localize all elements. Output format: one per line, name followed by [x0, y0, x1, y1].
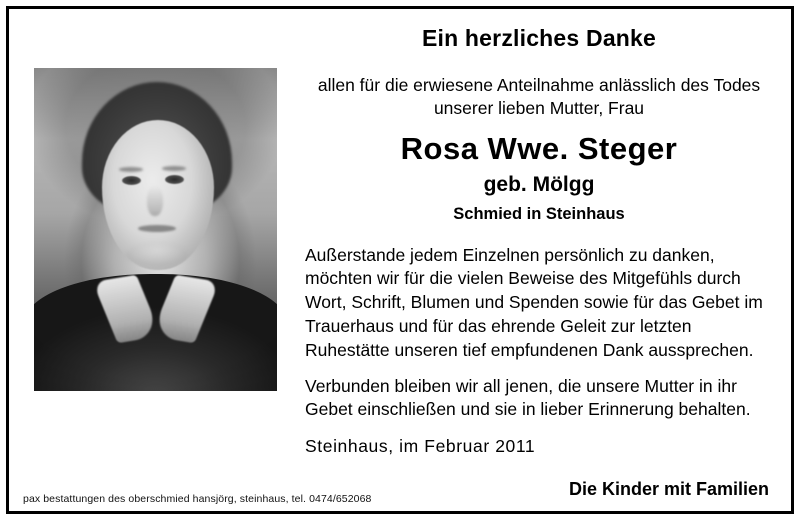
maiden-name: geb. Mölgg	[483, 172, 595, 196]
portrait-image	[34, 68, 277, 391]
signoff: Die Kinder mit Familien	[568, 479, 769, 500]
deceased-name: Rosa Wwe. Steger	[400, 130, 678, 166]
portrait-photo	[34, 68, 277, 391]
intro-text: allen für die erwiesene Anteilnahme anlässlich des Todes unserer lieben Mutter, Frau	[317, 75, 761, 119]
thanks-paragraph-1: Außerstande jedem Einzelnen persönlich zu danken, möchten wir für die vielen Beweise des Mitgefühls durch Wort, Schrift, Blumen und Spenden sowie für das Gebet im Trauerhaus und für das ehrende Geleit zur letzten Ruhestätte unseren tief empfundenen Dank aussprechen.	[305, 244, 763, 360]
portrait-vignette	[34, 68, 277, 391]
card-content	[9, 9, 791, 511]
thanks-paragraph-2: Verbunden bleiben wir all jenen, die unsere Mutter in ihr Gebet einschließen und sie in lieber Erinnerung behalten.	[305, 375, 751, 420]
house-name: Schmied in Steinhaus	[453, 204, 625, 223]
footer-imprint: pax bestattungen des oberschmied hansjörg, steinhaus, tel. 0474/652068	[23, 493, 372, 505]
place-and-date: Steinhaus, im Februar 2011	[305, 436, 536, 457]
text-column	[305, 25, 773, 500]
headline: Ein herzliches Danke	[421, 25, 657, 51]
